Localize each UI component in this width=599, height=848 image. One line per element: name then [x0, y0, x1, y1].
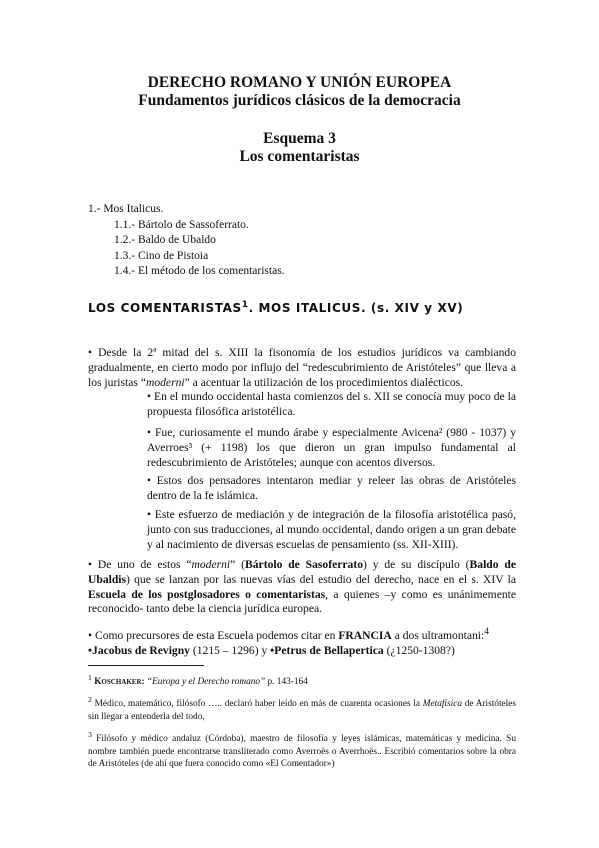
table-of-contents: [88, 202, 285, 280]
text-run: , a quienes –y como es unánimemente reconocido- tanto debe la ciencia jurídica europea.: [88, 587, 516, 616]
footnote-number: 1: [88, 673, 92, 682]
text-run: (1215 – 1296) y: [189, 643, 271, 657]
text-run: ) que se lanzan por las nuevas vías del estudio del derecho, nace en el s. XIV la: [126, 572, 516, 586]
text-run: ” (: [230, 558, 246, 571]
bold-name: Baldo de Ubaldis: [88, 558, 516, 586]
footnote: [88, 694, 516, 723]
bullet-paragraph: • En el mundo occidental hasta comienzos del s. XII se conocía muy poco de la propuesta filosófica aristotélica.: [147, 390, 516, 418]
school-paragraph: [88, 558, 516, 617]
bold-name: Bártolo de Sasoferrato: [245, 558, 363, 571]
text-run: de Aristóteles sin llegar a entenderla del todo,: [88, 699, 516, 722]
bold-name: •Jacobus de Revigny: [88, 643, 190, 657]
footnote-number: 2: [88, 695, 92, 704]
bullet-paragraph: • Este esfuerzo de mediación y de integración de la filosofía aristotélica pasó, junto con sus traducciones, al mundo occidental, dando origen a un gran debate y al nacimiento de diversas escuelas de pensamiento (ss. XII-XIII).: [147, 508, 516, 551]
italic-term: moderni: [145, 375, 185, 389]
bullet-paragraph: • Fue, curiosamente el mundo árabe y especialmente Avicena² (980 - 1037) y Averroes³ (+ 1198) los que dieron un gran impulso fundamental al redescubrimiento de Aristóteles; aunque con acentos diversos.: [147, 426, 516, 469]
document-subtitle: Fundamentos jurídicos clásicos de la democracia: [138, 92, 461, 109]
footnote: [88, 729, 516, 771]
text-run: • Como precursores de esta Escuela podemos citar en: [88, 628, 339, 642]
bold-name: •Petrus de Bellapertica: [270, 643, 384, 657]
toc-item: 1.4.- El método de los comentaristas.: [114, 265, 285, 277]
bold-term: FRANCIA: [338, 628, 392, 642]
scheme-number: Esquema 3: [263, 130, 336, 147]
text-run: • De uno de estos “: [88, 558, 192, 571]
precursors-paragraph: [88, 625, 516, 658]
footnote-separator: [88, 665, 204, 666]
text-run: Filósofo y médico andaluz (Córdoba), maestro de filosofía y leyes islámicas, matemáticas y medicina. Su nombre también puede encontrarse transliterado como Averroës o Averrhoës.. Escribió comentarios sobre la obra de Aristóteles (de ahí que fuera conocido como «El Comentador»): [88, 734, 516, 770]
document-title: DERECHO ROMANO Y UNIÓN EUROPEA: [147, 74, 452, 91]
footnote-ref: 1: [241, 300, 249, 310]
text-run: a dos ultramontani:: [391, 628, 485, 642]
text-run: Médico, matemático, filósofo ….. declaró haber leído en más de cuarenta ocasiones la: [91, 699, 423, 710]
italic-term: moderni: [191, 558, 231, 571]
footnote-pages: p. 143-164: [265, 677, 308, 688]
footnote-ref: 4: [484, 626, 490, 637]
bullet-paragraph: • Estos dos pensadores intentaron mediar y releer las obras de Aristóteles dentro de la fe islámica.: [147, 474, 516, 502]
section-heading: [88, 300, 463, 315]
footnote-work: Metafísica: [422, 699, 462, 710]
toc-item: 1.2.- Baldo de Ubaldo: [114, 234, 216, 246]
footnote-author: Koschaker:: [94, 677, 145, 688]
text-run: ) y de su discípulo (: [363, 558, 470, 571]
text-run: ” a acentuar la utilización de los procedimientos dialécticos.: [184, 375, 464, 389]
toc-item: 1.3.- Cino de Pistoia: [114, 249, 209, 262]
footnote: [88, 672, 516, 689]
scheme-title: Los comentaristas: [239, 148, 360, 165]
section-heading-text: . MOS ITALICUS. (s. XIV y XV): [248, 301, 464, 315]
bold-term: Escuela de los postglosadores o comentaristas: [88, 587, 326, 601]
toc-item: 1.1.- Bártolo de Sassoferrato.: [114, 218, 249, 231]
section-heading-text: LOS COMENTARISTAS: [88, 301, 242, 315]
toc-main-item: 1.- Mos Italicus.: [88, 203, 164, 215]
text-run: • Desde la 2ª mitad del s. XIII la fisonomía de los estudios jurídicos va cambiando gradualmente, en cierto modo por influjo del “redescubrimiento de Aristóteles” que lleva a los juristas “: [88, 346, 516, 389]
text-run: (¿1250-1308?): [383, 643, 455, 657]
intro-paragraph: [88, 346, 516, 390]
footnote-number: 3: [88, 730, 92, 739]
footnote-work: “Europa y el Derecho romano”: [146, 677, 266, 688]
